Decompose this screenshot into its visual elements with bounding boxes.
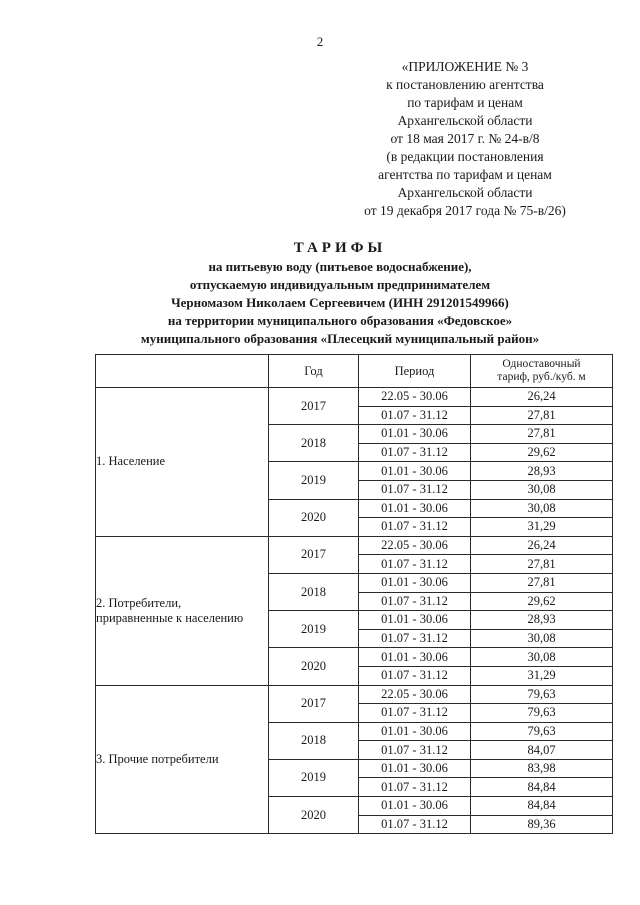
title-main: ТАРИФЫ (293, 240, 387, 256)
table-row (96, 388, 613, 407)
tariff-value-cell: 26,24 (471, 388, 613, 407)
period-cell: 01.07 - 31.12 (359, 555, 471, 574)
table-header-row (96, 355, 613, 388)
period-cell: 01.07 - 31.12 (359, 629, 471, 648)
header-tariff (471, 355, 613, 388)
year-cell: 2019 (269, 611, 359, 648)
period-cell: 01.01 - 30.06 (359, 573, 471, 592)
period-cell: 22.05 - 30.06 (359, 388, 471, 407)
period-cell: 01.01 - 30.06 (359, 797, 471, 816)
document-title (60, 238, 620, 348)
appendix-line: от 18 мая 2017 г. № 24-в/8 (390, 131, 540, 146)
page-number: 2 (316, 34, 324, 49)
header-period: Период (359, 355, 471, 388)
header-category (96, 355, 269, 388)
header-year: Год (269, 355, 359, 388)
tariff-value-cell: 79,63 (471, 685, 613, 704)
title-line: на территории муниципального образования «Федовское» (167, 313, 513, 328)
category-label: приравненные к населению (96, 610, 244, 625)
header-tariff-line: Одноставочный (502, 358, 581, 370)
period-cell: 01.01 - 30.06 (359, 648, 471, 667)
appendix-line: Архангельской области (397, 185, 533, 200)
table-row (96, 685, 613, 704)
title-line: на питьевую воду (питьевое водоснабжение), (208, 259, 472, 274)
category-label: 1. Население (96, 454, 166, 469)
year-cell: 2018 (269, 573, 359, 610)
category-cell (96, 388, 269, 537)
tariff-value-cell: 27,81 (471, 555, 613, 574)
title-line: Черномазом Николаем Сергеевичем (ИНН 291201549966) (171, 295, 509, 310)
tariff-value-cell: 30,08 (471, 499, 613, 518)
period-cell: 01.07 - 31.12 (359, 443, 471, 462)
tariff-value-cell: 26,24 (471, 536, 613, 555)
period-cell: 01.07 - 31.12 (359, 406, 471, 425)
period-cell: 22.05 - 30.06 (359, 536, 471, 555)
period-cell: 01.01 - 30.06 (359, 722, 471, 741)
period-cell: 01.07 - 31.12 (359, 815, 471, 834)
period-cell: 01.07 - 31.12 (359, 704, 471, 723)
year-cell: 2020 (269, 648, 359, 685)
tariff-value-cell: 31,29 (471, 518, 613, 537)
period-cell: 01.07 - 31.12 (359, 741, 471, 760)
category-label: 3. Прочие потребители (96, 751, 219, 766)
table-row (96, 536, 613, 555)
tariff-value-cell: 29,62 (471, 592, 613, 611)
tariff-value-cell: 79,63 (471, 704, 613, 723)
period-cell: 01.01 - 30.06 (359, 499, 471, 518)
tariff-value-cell: 28,93 (471, 462, 613, 481)
tariff-value-cell: 30,08 (471, 480, 613, 499)
period-cell: 01.07 - 31.12 (359, 480, 471, 499)
period-cell: 01.07 - 31.12 (359, 778, 471, 797)
year-cell: 2020 (269, 499, 359, 536)
year-cell: 2018 (269, 425, 359, 462)
period-cell: 01.07 - 31.12 (359, 518, 471, 537)
category-cell (96, 685, 269, 834)
appendix-line: Архангельской области (397, 113, 533, 128)
appendix-header (330, 58, 600, 220)
period-cell: 01.07 - 31.12 (359, 666, 471, 685)
tariff-value-cell: 31,29 (471, 666, 613, 685)
year-cell: 2019 (269, 759, 359, 796)
period-cell: 01.01 - 30.06 (359, 759, 471, 778)
tariff-value-cell: 84,07 (471, 741, 613, 760)
appendix-line: от 19 декабря 2017 года № 75-в/26) (364, 203, 566, 218)
period-cell: 01.01 - 30.06 (359, 425, 471, 444)
appendix-line: по тарифам и ценам (407, 95, 523, 110)
year-cell: 2018 (269, 722, 359, 759)
period-cell: 01.07 - 31.12 (359, 592, 471, 611)
period-cell: 01.01 - 30.06 (359, 611, 471, 630)
tariff-value-cell: 27,81 (471, 425, 613, 444)
appendix-line: к постановлению агентства (386, 77, 544, 92)
tariff-value-cell: 79,63 (471, 722, 613, 741)
tariff-value-cell: 30,08 (471, 629, 613, 648)
category-label: 2. Потребители, (96, 595, 182, 610)
period-cell: 01.01 - 30.06 (359, 462, 471, 481)
appendix-line: «ПРИЛОЖЕНИЕ № 3 (401, 59, 529, 74)
year-cell: 2017 (269, 685, 359, 722)
year-cell: 2019 (269, 462, 359, 499)
year-cell: 2017 (269, 536, 359, 573)
tariff-value-cell: 27,81 (471, 573, 613, 592)
tariff-value-cell: 27,81 (471, 406, 613, 425)
tariff-value-cell: 83,98 (471, 759, 613, 778)
category-cell (96, 536, 269, 685)
tariff-value-cell: 84,84 (471, 797, 613, 816)
tariff-value-cell: 84,84 (471, 778, 613, 797)
tariff-value-cell: 30,08 (471, 648, 613, 667)
period-cell: 22.05 - 30.06 (359, 685, 471, 704)
title-line: отпускаемую индивидуальным предпринимателем (189, 277, 491, 292)
header-tariff-line: тариф, руб./куб. м (497, 371, 586, 383)
tariff-table (95, 354, 613, 834)
title-line: муниципального образования «Плесецкий муниципальный район» (140, 331, 540, 346)
tariff-value-cell: 29,62 (471, 443, 613, 462)
tariff-value-cell: 28,93 (471, 611, 613, 630)
appendix-line: агентства по тарифам и ценам (378, 167, 552, 182)
year-cell: 2020 (269, 797, 359, 834)
year-cell: 2017 (269, 388, 359, 425)
tariff-value-cell: 89,36 (471, 815, 613, 834)
appendix-line: (в редакции постановления (386, 149, 544, 164)
